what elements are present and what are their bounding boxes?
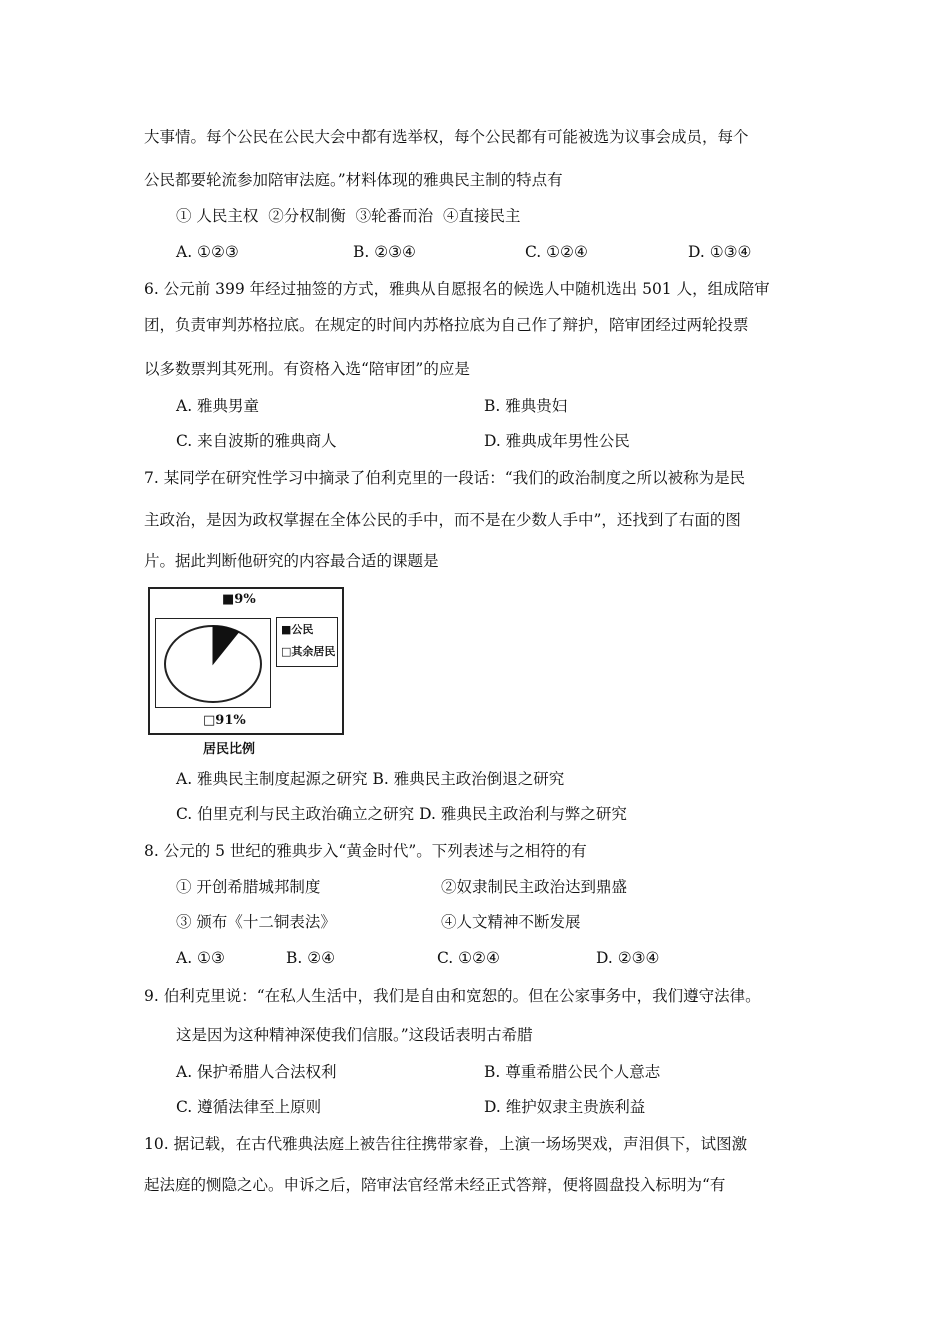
q7-options-line-1: A. 雅典民主制度起源之研究 B. 雅典民主政治倒退之研究 xyxy=(176,770,565,788)
q8-option-a: A. ①③ xyxy=(176,949,225,967)
q8-text-line-1: 8. 公元的 5 世纪的雅典步入“黄金时代”。下列表述与之相符的有 xyxy=(144,842,587,860)
q9-text-line-2: 这是因为这种精神深使我们信服。”这段话表明古希腊 xyxy=(176,1026,533,1044)
q9-option-b: B. 尊重希腊公民个人意志 xyxy=(484,1063,661,1081)
q5-option-c: C. ①②④ xyxy=(525,243,588,261)
q10-text-line-2: 起法庭的恻隐之心。申诉之后，陪审法官经常未经正式答辩，便将圆盘投入标明为“有 xyxy=(144,1176,726,1194)
q5-items: ① 人民主权 ②分权制衡 ③轮番而治 ④直接民主 xyxy=(176,207,521,225)
q9-option-c: C. 遵循法律至上原则 xyxy=(176,1098,322,1116)
q9-option-a: A. 保护希腊人合法权利 xyxy=(176,1063,337,1081)
q5-option-b: B. ②③④ xyxy=(353,243,416,261)
q5-text-line-1: 大事情。每个公民在公民大会中都有选举权，每个公民都有可能被选为议事会成员，每个 xyxy=(144,128,749,146)
q8-item-3: ③ 颁布《十二铜表法》 xyxy=(176,913,336,931)
q7-text-line-1: 7. 某同学在研究性学习中摘录了伯利克里的一段话：“我们的政治制度之所以被称为是民 xyxy=(144,469,746,487)
figure-caption: 居民比例 xyxy=(203,742,256,757)
q6-option-c: C. 来自波斯的雅典商人 xyxy=(176,432,337,450)
q7-text-line-2: 主政治，是因为政权掌握在全体公民的手中，而不是在少数人手中”，还找到了右面的图 xyxy=(144,511,741,529)
q8-option-b: B. ②④ xyxy=(286,949,336,967)
pie-label-others: □91% xyxy=(203,713,246,728)
q6-text-line-2: 团，负责审判苏格拉底。在规定的时间内苏格拉底为自己作了辩护，陪审团经过两轮投票 xyxy=(144,316,749,334)
q6-option-a: A. 雅典男童 xyxy=(176,397,260,415)
q6-text-line-3: 以多数票判其死刑。有资格入选“陪审团”的应是 xyxy=(144,360,470,378)
q8-option-d: D. ②③④ xyxy=(596,949,660,967)
q8-item-4: ④人文精神不断发展 xyxy=(441,913,581,931)
q8-item-2: ②奴隶制民主政治达到鼎盛 xyxy=(441,878,628,896)
q6-option-b: B. 雅典贵妇 xyxy=(484,397,568,415)
pie-label-citizens: ■9% xyxy=(222,592,256,607)
q8-item-1: ① 开创希腊城邦制度 xyxy=(176,878,321,896)
q7-options-line-2: C. 伯里克利与民主政治确立之研究 D. 雅典民主政治利与弊之研究 xyxy=(176,805,627,823)
pie-chart xyxy=(155,618,271,708)
q9-text-line-1: 9. 伯利克里说：“在私人生活中，我们是自由和宽恕的。但在公家事务中，我们遵守法律。 xyxy=(144,987,761,1005)
q8-option-c: C. ①②④ xyxy=(437,949,500,967)
q6-option-d: D. 雅典成年男性公民 xyxy=(484,432,630,450)
legend-item-others: □其余居民 xyxy=(281,645,336,658)
q9-option-d: D. 维护奴隶主贵族利益 xyxy=(484,1098,646,1116)
q5-option-d: D. ①③④ xyxy=(688,243,752,261)
legend-item-citizens: ■公民 xyxy=(281,623,314,636)
q10-text-line-1: 10. 据记载，在古代雅典法庭上被告往往携带家眷，上演一场场哭戏，声泪俱下，试图激 xyxy=(144,1135,748,1153)
q5-text-line-2: 公民都要轮流参加陪审法庭。”材料体现的雅典民主制的特点有 xyxy=(144,171,563,189)
q7-text-line-3: 片。据此判断他研究的内容最合适的课题是 xyxy=(144,552,439,570)
q5-option-a: A. ①②③ xyxy=(176,243,239,261)
q6-text-line-1: 6. 公元前 399 年经过抽签的方式，雅典从自愿报名的候选人中随机选出 501 人，组成陪审 xyxy=(144,280,770,298)
